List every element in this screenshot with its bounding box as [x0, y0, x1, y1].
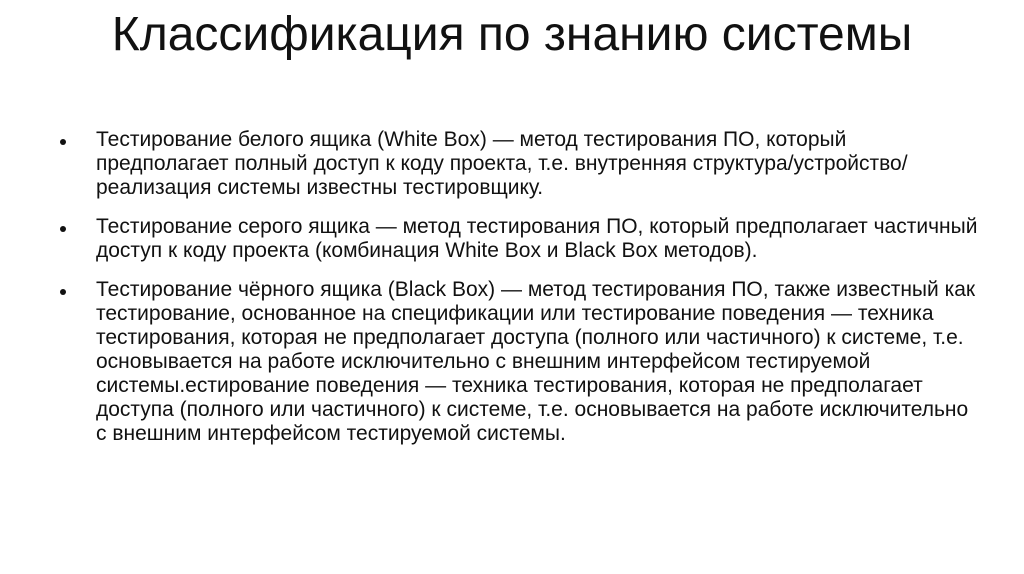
bullet-item-grey-box — [54, 215, 984, 263]
slide-title: Классификация по знанию системы — [111, 8, 913, 61]
bullet-text: Тестирование белого ящика (White Box) — метод тестирования ПО, который предполагает полный доступ к коду проекта, т.е. внутренняя структура/устройство/реализация системы известны тестировщику. — [96, 128, 908, 199]
bullet-text: Тестирование чёрного ящика (Black Box) — метод тестирования ПО, также известный как тестирование, основанное на спецификации или тестирование поведения — техника тестирования, которая не предполагает доступа (полного или частичного) к системе, т.е. основывается на работе исключительно с внешним интерфейсом тестируемой системы.естирование поведения — техника тестирования, которая не предполагает доступа (полного или частичного) к системе, т.е. основывается на работе исключительно с внешним интерфейсом тестируемой системы. — [96, 278, 976, 445]
bullet-text: Тестирование серого ящика — метод тестирования ПО, который предполагает частичный доступ к коду проекта (комбинация White Box и Black Box методов). — [96, 215, 978, 262]
bullet-list — [54, 128, 984, 461]
bullet-point-icon — [60, 226, 66, 232]
bullet-item-black-box — [54, 278, 984, 446]
bullet-item-white-box — [54, 128, 984, 200]
bullet-point-icon — [60, 289, 66, 295]
bullet-point-icon — [60, 139, 66, 145]
